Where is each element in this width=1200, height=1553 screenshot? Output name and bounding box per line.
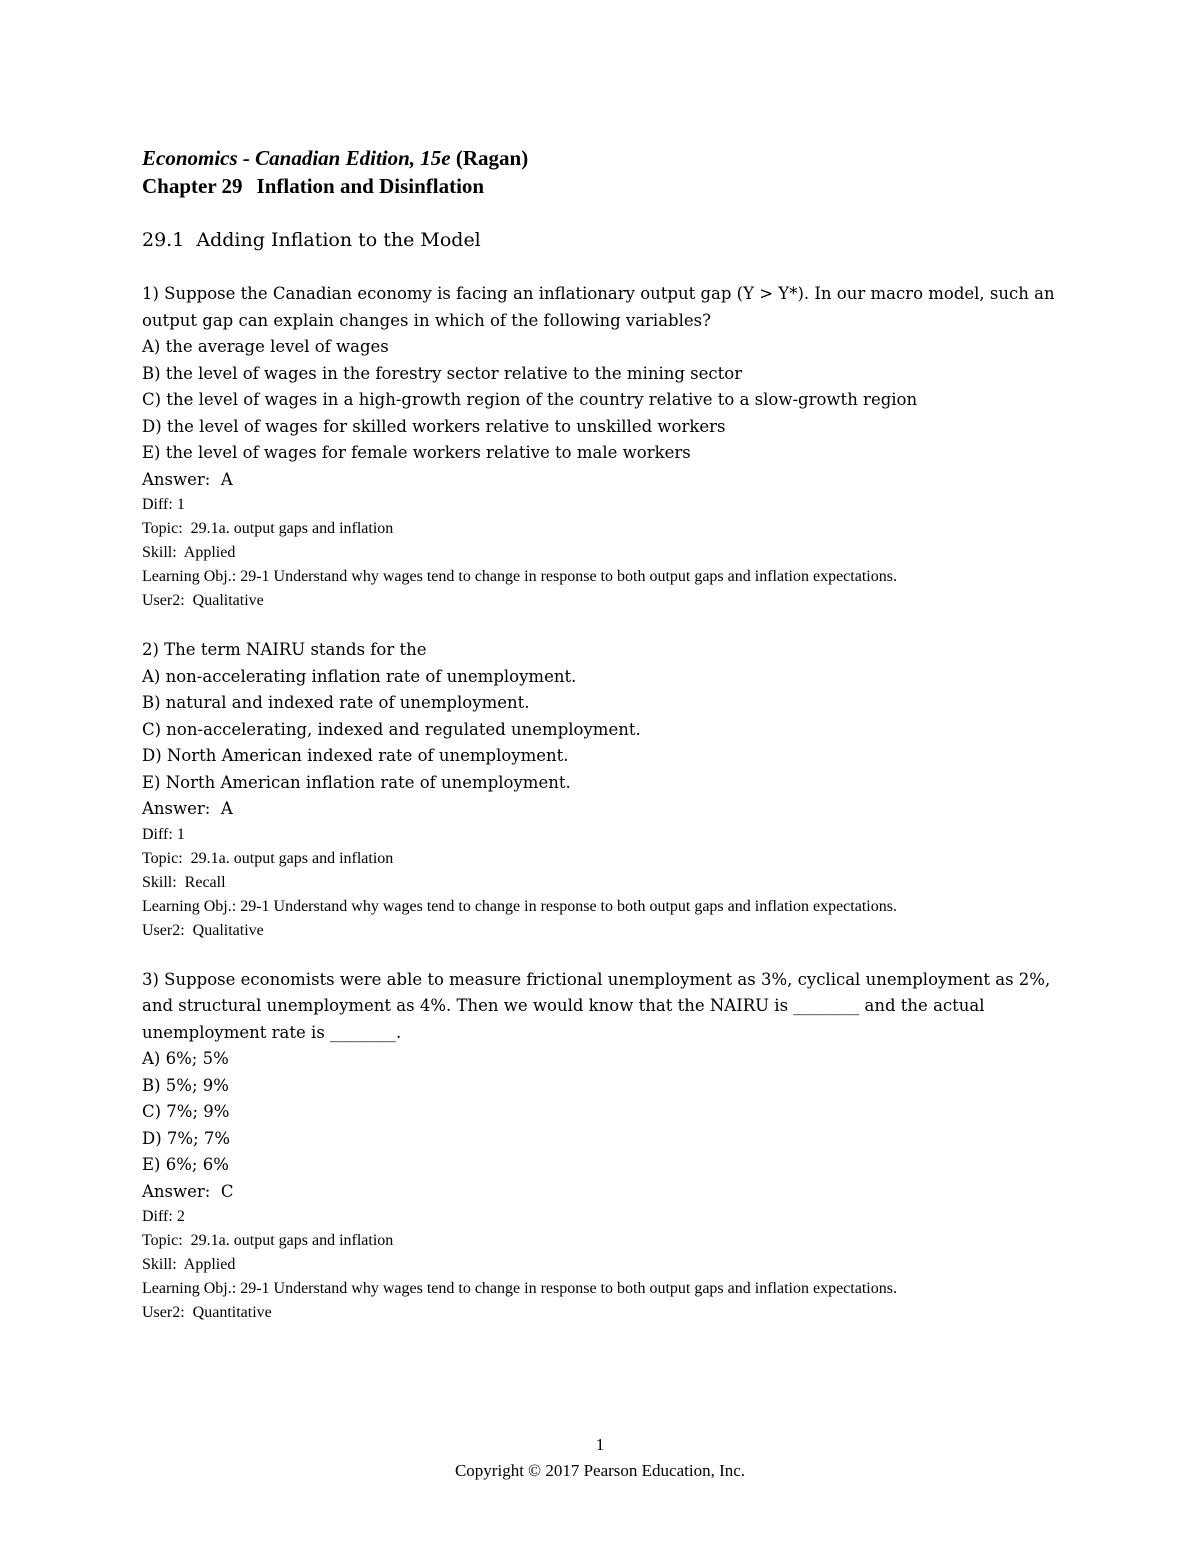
- answer: Answer: A: [142, 469, 233, 489]
- question-3: [142, 967, 1062, 1326]
- chapter-title-line: [142, 172, 1062, 200]
- option-a: A) non-accelerating inflation rate of unemployment.: [142, 666, 577, 686]
- difficulty: Diff: 2: [142, 1208, 185, 1225]
- difficulty: Diff: 1: [142, 496, 185, 513]
- option-b: B) the level of wages in the forestry sector relative to the mining sector: [142, 363, 743, 383]
- chapter-label: Chapter 29: [142, 174, 243, 198]
- page-number: 1: [595, 1435, 605, 1454]
- option-d: D) 7%; 7%: [142, 1128, 231, 1148]
- question-1: [142, 281, 1062, 613]
- copyright-notice: Copyright © 2017 Pearson Education, Inc.: [454, 1461, 746, 1480]
- skill: Skill: Applied: [142, 544, 236, 561]
- section-title: 29.1 Adding Inflation to the Model: [142, 229, 481, 251]
- learning-objective: Learning Obj.: 29-1 Understand why wages tend to change in response to both output gaps and inflation expectations.: [142, 897, 897, 915]
- topic: Topic: 29.1a. output gaps and inflation: [142, 849, 394, 867]
- question-stem: 1) Suppose the Canadian economy is facing an inflationary output gap (Y > Y*). In our macro model, such an output gap can explain changes in which of the following variables?: [142, 284, 1055, 330]
- topic: Topic: 29.1a. output gaps and inflation: [142, 1232, 394, 1249]
- answer: Answer: A: [142, 799, 233, 818]
- option-e: E) 6%; 6%: [142, 1155, 229, 1174]
- question-2: [142, 637, 1062, 943]
- skill: Skill: Recall: [142, 873, 226, 891]
- chapter-title: Inflation and Disinflation: [256, 174, 485, 198]
- learning-objective: Learning Obj.: 29-1 Understand why wages tend to change in response to both output gaps and inflation expectations.: [142, 1280, 897, 1297]
- answer: Answer: C: [142, 1181, 234, 1201]
- user2: User2: Quantitative: [142, 1304, 272, 1321]
- topic: Topic: 29.1a. output gaps and inflation: [142, 520, 394, 537]
- page-content: [142, 144, 1062, 1349]
- option-e: E) the level of wages for female workers relative to male workers: [142, 443, 691, 462]
- question-stem: 2) The term NAIRU stands for the: [142, 640, 427, 659]
- option-c: C) 7%; 9%: [142, 1102, 230, 1121]
- user2: User2: Qualitative: [142, 921, 264, 939]
- option-d: D) the level of wages for skilled workers relative to unskilled workers: [142, 416, 726, 436]
- option-c: C) non-accelerating, indexed and regulated unemployment.: [142, 719, 641, 739]
- difficulty: Diff: 1: [142, 825, 185, 843]
- option-c: C) the level of wages in a high-growth region of the country relative to a slow-growth region: [142, 390, 918, 409]
- question-stem: 3) Suppose economists were able to measure frictional unemployment as 3%, cyclical unemployment as 2%, and structural unemployment as 4%. Then we would know that the NAIRU is ________ and the actual unemployment rate is ________.: [142, 969, 1051, 1042]
- skill: Skill: Applied: [142, 1256, 236, 1273]
- book-title: Economics - Canadian Edition, 15e: [142, 146, 451, 170]
- option-b: B) 5%; 9%: [142, 1075, 229, 1095]
- learning-objective: Learning Obj.: 29-1 Understand why wages tend to change in response to both output gaps and inflation expectations.: [142, 568, 897, 585]
- option-a: A) 6%; 5%: [142, 1049, 229, 1068]
- book-title-line: [142, 144, 1062, 172]
- option-e: E) North American inflation rate of unemployment.: [142, 772, 571, 792]
- option-a: A) the average level of wages: [142, 337, 389, 356]
- book-author: (Ragan): [455, 146, 529, 170]
- user2: User2: Qualitative: [142, 592, 264, 609]
- option-d: D) North American indexed rate of unemployment.: [142, 746, 569, 765]
- option-b: B) natural and indexed rate of unemployment.: [142, 693, 530, 712]
